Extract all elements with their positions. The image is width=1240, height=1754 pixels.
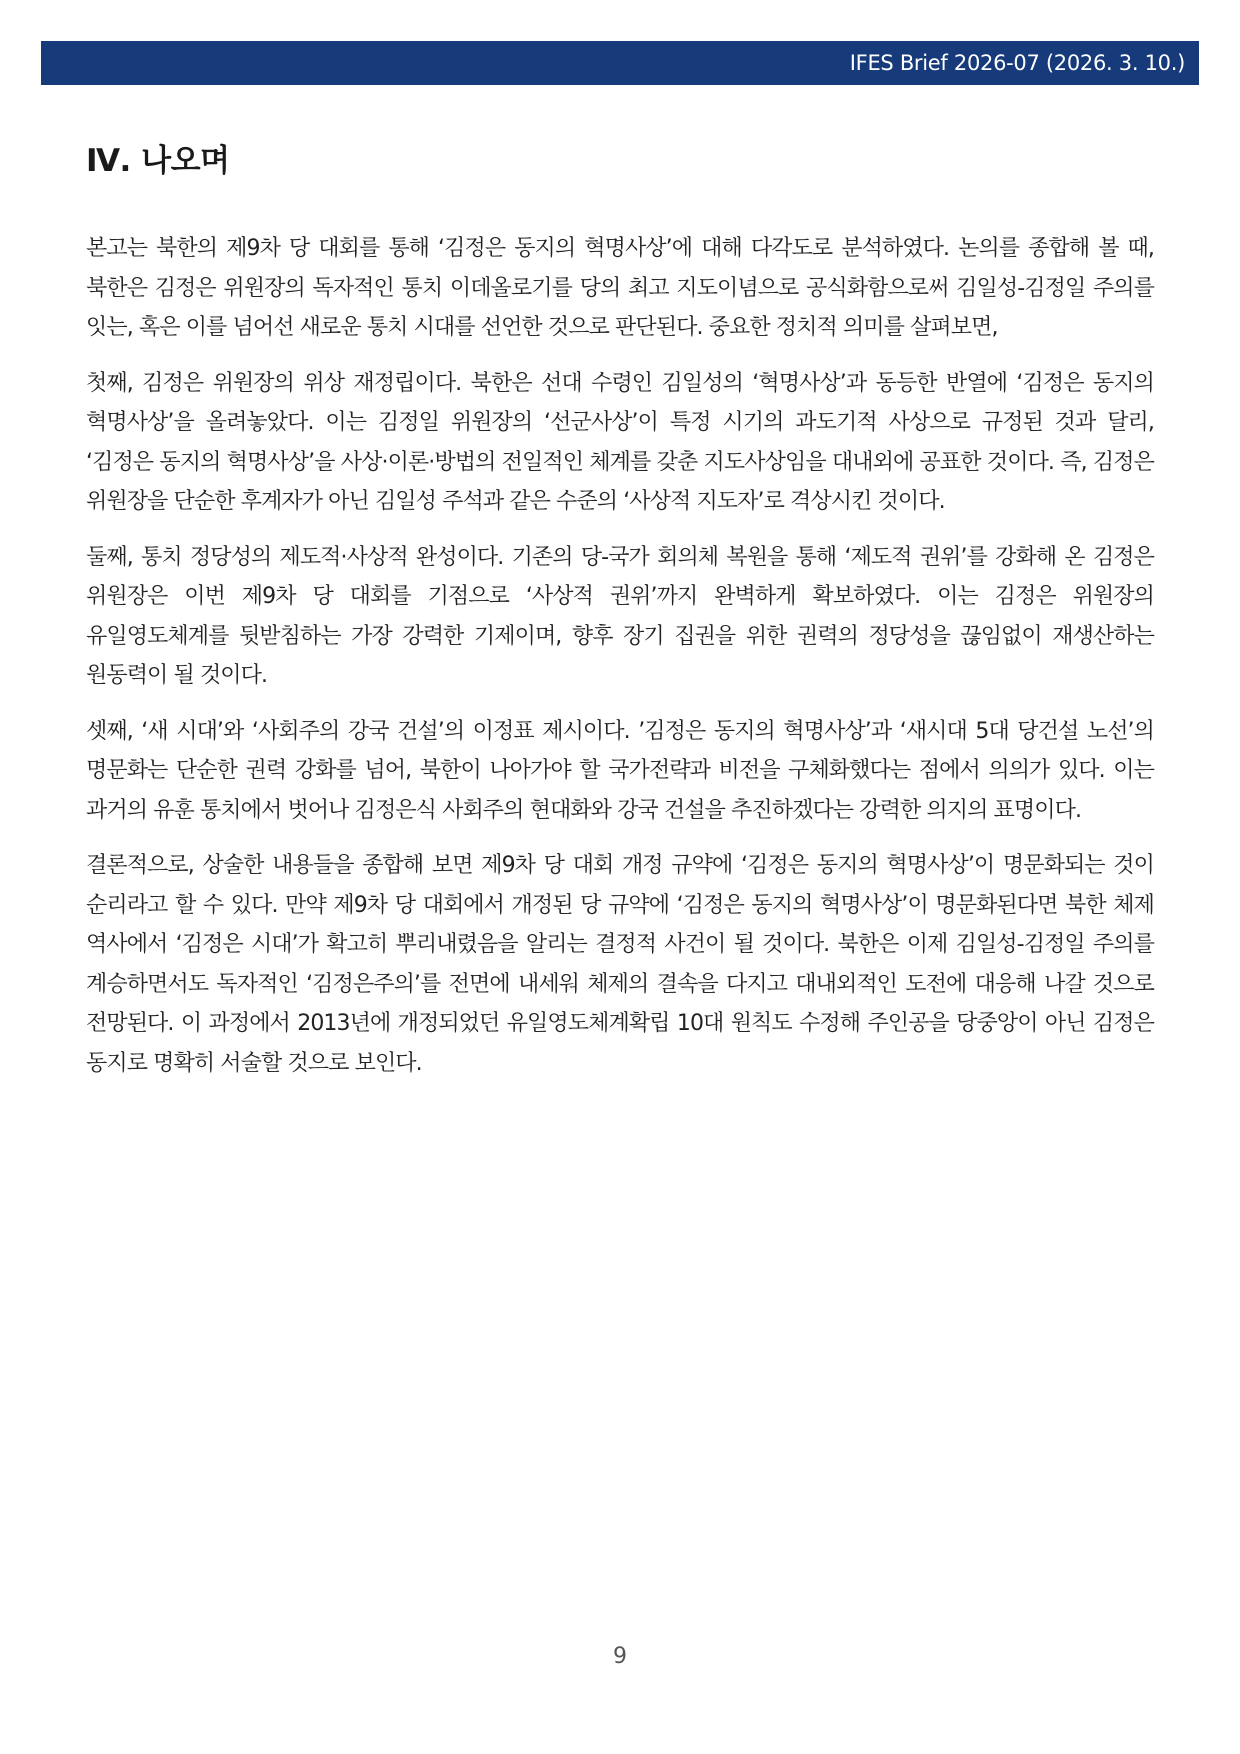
body-text — [86, 229, 1154, 1099]
section-heading: Ⅳ. 나오며 — [86, 143, 230, 179]
paragraph-conclusion: 결론적으로, 상술한 내용들을 종합해 보면 제9차 당 대회 개정 규약에 ‘김정은 동지의 혁명사상’이 명문화되는 것이 순리라고 할 수 있다. 만약 제9차 당 대회에서 개정된 당 규약에 ‘김정은 동지의 혁명사상’이 명문화된다면 북한 체제 역사에서 ‘김정은 시대’가 확고히 뿌리내렸음을 알리는 결정적 사건이 될 것이다. 북한은 이제 김일성-김정일 주의를 계승하면서도 독자적인 ‘김정은주의’를 전면에 내세워 체제의 결속을 다지고 대내외적인 도전에 대응해 나갈 것으로 전망된다. 이 과정에서 2013년에 개정되었던 유일영도체계확립 10대 원칙도 수정해 주인공을 당중앙이 아닌 김정은 동지로 명확히 서술할 것으로 보인다. — [86, 853, 1154, 1076]
paragraph-first: 첫째, 김정은 위원장의 위상 재정립이다. 북한은 선대 수령인 김일성의 ‘혁명사상’과 동등한 반열에 ‘김정은 동지의 혁명사상’을 올려놓았다. 이는 김정일 위원장의 ‘선군사상’이 특정 시기의 과도기적 사상으로 규정된 것과 달리, ‘김정은 동지의 혁명사상’을 사상·이론·방법의 전일적인 체계를 갖춘 지도사상임을 대내외에 공표한 것이다. 즉, 김정은 위원장을 단순한 후계자가 아닌 김일성 주석과 같은 수준의 ‘사상적 지도자’로 격상시킨 것이다. — [86, 370, 1154, 514]
header-bar — [41, 41, 1199, 85]
brief-label: IFES Brief 2026-07 (2026. 3. 10.) — [849, 51, 1185, 75]
paragraph-intro: 본고는 북한의 제9차 당 대회를 통해 ‘김정은 동지의 혁명사상’에 대해 다각도로 분석하였다. 논의를 종합해 볼 때, 북한은 김정은 위원장의 독자적인 통치 이데올로기를 당의 최고 지도이념으로 공식화함으로써 김일성-김정일 주의를 잇는, 혹은 이를 넘어선 새로운 통치 시대를 선언한 것으로 판단된다. 중요한 정치적 의미를 살펴보면, — [86, 236, 1154, 340]
page-number: 9 — [613, 1644, 627, 1669]
paragraph-third: 셋째, ‘새 시대’와 ‘사회주의 강국 건설’의 이정표 제시이다. ’김정은 동지의 혁명사상’과 ‘새시대 5대 당건설 노선’의 명문화는 단순한 권력 강화를 넘어, 북한이 나아가야 할 국가전략과 비전을 구체화했다는 점에서 의의가 있다. 이는 과거의 유훈 통치에서 벗어나 김정은식 사회주의 현대화와 강국 건설을 추진하겠다는 강력한 의지의 표명이다. — [86, 718, 1154, 823]
paragraph-second: 둘째, 통치 정당성의 제도적·사상적 완성이다. 기존의 당-국가 회의체 복원을 통해 ‘제도적 권위’를 강화해 온 김정은 위원장은 이번 제9차 당 대회를 기점으로 ‘사상적 권위’까지 완벽하게 확보하였다. 이는 김정은 위원장의 유일영도체계를 뒷받침하는 가장 강력한 기제이며, 향후 장기 집권을 위한 권력의 정당성을 끊임없이 재생산하는 원동력이 될 것이다. — [86, 544, 1154, 688]
